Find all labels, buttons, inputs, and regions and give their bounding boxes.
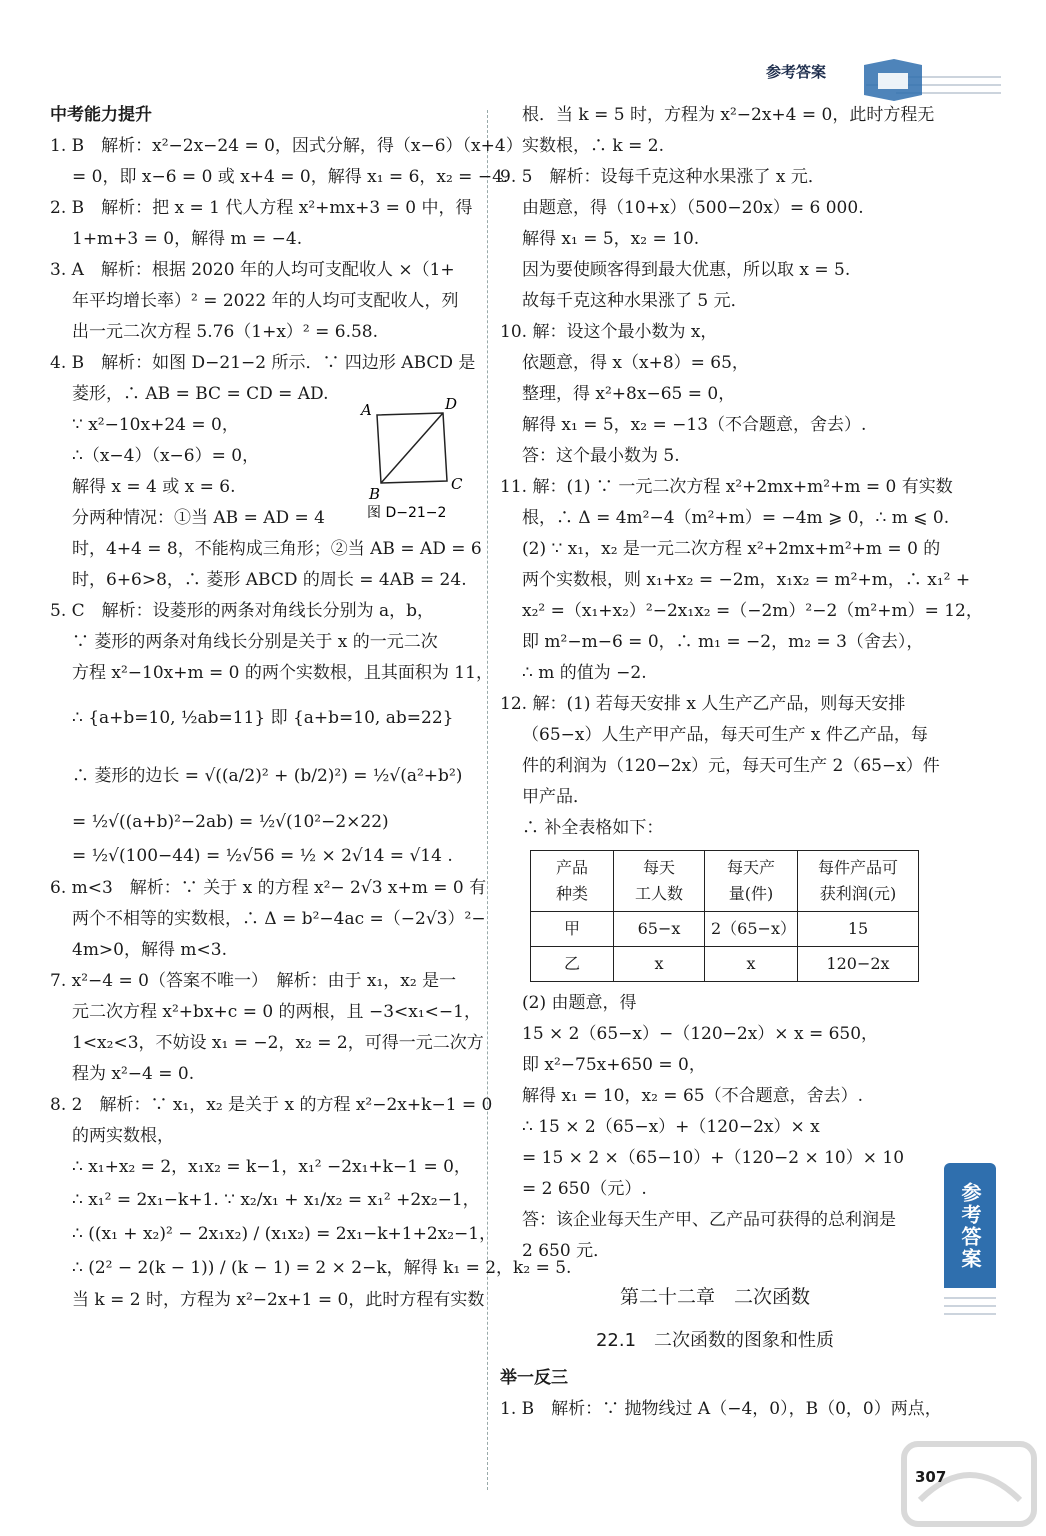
vertex-label-d: D	[445, 395, 458, 413]
table-header-cell	[531, 851, 614, 912]
text-line: = 0，即 x−6 = 0 或 x+4 = 0，解得 x₁ = 6，x₂ = −4.	[72, 167, 509, 187]
text-line: = 15 × 2 ×（65−10）+（120−2 × 10）× 10	[522, 1148, 905, 1168]
text-line: = 2 650（元）.	[522, 1179, 647, 1199]
text-line: ∴ 补全表格如下：	[522, 818, 664, 838]
table-row	[531, 947, 919, 982]
formula-line: ∴ ((x₁ + x₂)² − 2x₁x₂) / (x₁x₂) = 2x₁−k+1+2x₂−1，	[72, 1224, 497, 1244]
table-header-cell	[798, 851, 919, 912]
section-heading: 中考能力提升	[50, 105, 152, 125]
text-line: 时，6+6>8，∴ 菱形 ABCD 的周长 = 4AB = 24.	[72, 570, 467, 590]
table-header-cell	[614, 851, 705, 912]
text-line: 的两实数根，	[72, 1126, 174, 1146]
text-line: 因为要使顾客得到最大优惠，所以取 x = 5.	[522, 260, 851, 280]
text-line: 故每千克这种水果涨了 5 元．	[522, 291, 748, 311]
text-line: 1. B 解析：∵ 抛物线过 A（−4，0），B（0，0）两点，	[500, 1399, 942, 1419]
page-number: 307	[915, 1468, 947, 1486]
text-line: 6. m<3 解析：∵ 关于 x 的方程 x²− 2√3 x+m = 0 有	[50, 878, 487, 898]
formula-system: ∴ {a+b=10, ½ab=11} 即 {a+b=10, ab=22}	[72, 708, 454, 728]
text-line: 甲产品．	[522, 787, 590, 807]
text-line: 1. B 解析：x²−2x−24 = 0，因式分解，得（x−6）（x+4）	[50, 136, 523, 156]
text-line: 1+m+3 = 0，解得 m = −4.	[72, 229, 303, 249]
text-line: 整理，得 x²+8x−65 = 0，	[522, 384, 736, 404]
text-line: 7. x²−4 = 0（答案不唯一） 解析：由于 x₁，x₂ 是一	[50, 971, 457, 991]
header-text: 每天产 量(件)	[726, 858, 775, 903]
text-line: 10. 解：设这个最小数为 x，	[500, 322, 718, 342]
text-line: 答：这个最小数为 5.	[522, 446, 680, 466]
header-text: 每天 工人数	[634, 858, 683, 903]
text-line: 菱形，∴ AB = BC = CD = AD.	[72, 384, 329, 404]
watermark-logo	[900, 1440, 1040, 1530]
text-line: 即 x²−75x+650 = 0，	[522, 1055, 706, 1075]
header-text: 产品 种类	[555, 858, 588, 903]
text-line: 5. C 解析：设菱形的两条对角线长分别为 a，b，	[50, 601, 435, 621]
text-line: ∴ m 的值为 −2.	[522, 663, 647, 683]
text-line: 4. B 解析：如图 D−21−2 所示．∵ 四边形 ABCD 是	[50, 353, 476, 373]
text-line: 时，4+4 = 8，不能构成三角形；②当 AB = AD = 6	[72, 539, 482, 559]
text-line: 3. A 解析：根据 2020 年的人均可支配收人 ×（1+	[50, 260, 455, 280]
text-line: 件的利润为（120−2x）元，每天可生产 2（65−x）件	[522, 756, 940, 776]
text-line: 4m>0，解得 m<3.	[72, 940, 227, 960]
rhombus-diagram	[355, 393, 470, 523]
table-cell: x	[705, 947, 798, 982]
vertex-label-a: A	[361, 401, 372, 419]
subsection-title: 举一反三	[500, 1368, 568, 1388]
text-line: 两个不相等的实数根，∴ Δ = b²−4ac =（−2√3）²−	[72, 909, 486, 929]
formula-line: ∴ (2² − 2(k − 1)) / (k − 1) = 2 × 2−k，解得 k₁ = 2，k₂ = 5.	[72, 1258, 572, 1278]
chapter-title: 第二十二章 二次函数	[619, 1286, 810, 1308]
text-line: 方程 x²−10x+m = 0 的两个实数根，且其面积为 11，	[72, 663, 493, 683]
table-cell: 甲	[531, 912, 614, 947]
text-line: 解得 x₁ = 10，x₂ = 65（不合题意，舍去）.	[522, 1086, 863, 1106]
text-line: 由题意，得（10+x）（500−20x）= 6 000.	[522, 198, 864, 218]
text-line: 解得 x = 4 或 x = 6.	[72, 477, 236, 497]
text-line: 根，∴ Δ = 4m²−4（m²+m）= −4m ⩾ 0，∴ m ⩽ 0.	[522, 508, 950, 528]
table-header-cell	[705, 851, 798, 912]
section-title: 22.1 二次函数的图象和性质	[595, 1330, 835, 1351]
text-line: （65−x）人生产甲产品，每天可生产 x 件乙产品，每	[522, 725, 928, 745]
text-line: ∴ 15 × 2（65−x）+（120−2x）× x	[522, 1117, 820, 1137]
text-line: (2) ∵ x₁，x₂ 是一元二次方程 x²+2mx+m²+m = 0 的	[522, 539, 941, 559]
text-line: 答：该企业每天生产甲、乙产品可获得的总利润是	[522, 1210, 896, 1230]
table-cell: 2（65−x）	[705, 912, 798, 947]
text-line: (2) 由题意，得	[522, 993, 637, 1013]
formula-line: = ½√((a+b)²−2ab) = ½√(10²−2×22)	[72, 812, 389, 832]
table-cell: 120−2x	[798, 947, 919, 982]
rhombus-figure	[355, 393, 470, 523]
text-line: 年平均增长率）² = 2022 年的人均可支配收人，列	[72, 291, 459, 311]
text-line: 当 k = 2 时，方程为 x²−2x+1 = 0，此时方程有实数	[72, 1290, 485, 1310]
text-line: 9. 5 解析：设每千克这种水果涨了 x 元．	[500, 167, 825, 187]
text-line: ∴ x₁+x₂ = 2，x₁x₂ = k−1，x₁² −2x₁+k−1 = 0，	[72, 1157, 471, 1177]
table-row	[531, 912, 919, 947]
table-cell: 乙	[531, 947, 614, 982]
text-line: 元二次方程 x²+bx+c = 0 的两根，且 −3<x₁<−1，	[72, 1002, 481, 1022]
text-line: 程为 x²−4 = 0.	[72, 1064, 195, 1084]
text-line: 1<x₂<3，不妨设 x₁ = −2，x₂ = 2，可得一元二次方	[72, 1033, 484, 1053]
text-line: 12. 解：(1) 若每天安排 x 人生产乙产品，则每天安排	[500, 694, 906, 714]
text-line: 两个实数根，则 x₁+x₂ = −2m，x₁x₂ = m²+m，∴ x₁² +	[522, 570, 971, 590]
text-line: 即 m²−m−6 = 0，∴ m₁ = −2，m₂ = 3（舍去），	[522, 632, 924, 652]
header-title: 参考答案	[766, 63, 827, 81]
profit-table	[530, 850, 919, 982]
text-line: 2 650 元．	[522, 1241, 611, 1261]
text-line: ∴（x−4）（x−6）= 0，	[72, 446, 260, 466]
side-tab: 参考答案	[944, 1163, 996, 1288]
text-line: 分两种情况：①当 AB = AD = 4	[72, 508, 325, 528]
text-line: 2. B 解析：把 x = 1 代人方程 x²+mx+3 = 0 中，得	[50, 198, 473, 218]
formula-line: ∴ 菱形的边长 = √((a/2)² + (b/2)²) = ½√(a²+b²)	[72, 766, 463, 786]
text-line: ∵ x²−10x+24 = 0，	[72, 415, 239, 435]
text-line: 15 × 2（65−x）−（120−2x）× x = 650，	[522, 1024, 879, 1044]
text-line: 11. 解：(1) ∵ 一元二次方程 x²+2mx+m²+m = 0 有实数	[500, 477, 953, 497]
vertex-label-b: B	[369, 485, 381, 503]
text-line: ∵ 菱形的两条对角线长分别是关于 x 的一元二次	[72, 632, 438, 652]
text-line: 依题意，得 x（x+8）= 65，	[522, 353, 749, 373]
side-tab-stripes	[944, 1292, 1000, 1322]
text-line: x₂² =（x₁+x₂）²−2x₁x₂ =（−2m）²−2（m²+m）= 12，	[522, 601, 983, 621]
formula-line: = ½√(100−44) = ½√56 = ½ × 2√14 = √14 .	[72, 846, 453, 866]
text-line: 8. 2 解析：∵ x₁，x₂ 是关于 x 的方程 x²−2x+k−1 = 0	[50, 1095, 493, 1115]
table-cell: 15	[798, 912, 919, 947]
page-header	[746, 55, 1006, 105]
table-cell: x	[614, 947, 705, 982]
table-header-row	[531, 851, 919, 912]
formula-line: ∴ x₁² = 2x₁−k+1. ∵ x₂/x₁ + x₁/x₂ = x₁² +2x₂−1，	[72, 1190, 480, 1210]
text-line: 解得 x₁ = 5，x₂ = −13（不合题意，舍去）.	[522, 415, 867, 435]
text-line: 实数根，∴ k = 2.	[522, 136, 664, 156]
figure-caption: 图 D−21−2	[367, 505, 447, 521]
text-line: 解得 x₁ = 5，x₂ = 10.	[522, 229, 700, 249]
table-cell: 65−x	[614, 912, 705, 947]
header-text: 每件产品可 获利润(元)	[817, 858, 898, 903]
vertex-label-c: C	[451, 475, 463, 493]
text-line: 根．当 k = 5 时，方程为 x²−2x+4 = 0，此时方程无	[522, 105, 935, 125]
text-line: 出一元二次方程 5.76（1+x）² = 6.58.	[72, 322, 379, 342]
